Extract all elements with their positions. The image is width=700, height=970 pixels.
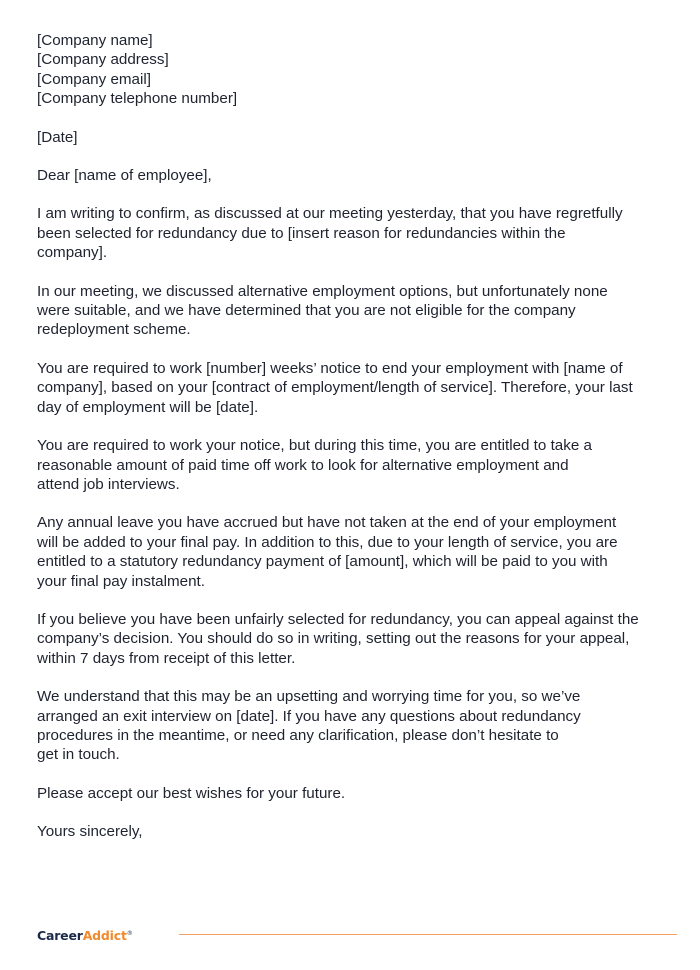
closing: Yours sincerely, bbox=[37, 823, 143, 841]
footer bbox=[37, 926, 677, 946]
company-telephone: [Company telephone number] bbox=[37, 90, 238, 108]
paragraph-line: your final pay instalment. bbox=[37, 572, 205, 590]
paragraph-appeal bbox=[37, 610, 677, 668]
paragraph-confirmation bbox=[37, 204, 677, 262]
logo-addict-text: Addict bbox=[82, 928, 127, 944]
letter-date-block bbox=[37, 128, 677, 147]
paragraph-line: Any annual leave you have accrued but have not taken at the end of your employment bbox=[37, 514, 617, 532]
paragraph-time-off bbox=[37, 436, 677, 494]
company-name: [Company name] bbox=[37, 32, 153, 49]
paragraph-final-pay bbox=[37, 513, 677, 591]
paragraph-line: redeployment scheme. bbox=[37, 321, 191, 339]
paragraph-line: day of employment will be [date]. bbox=[37, 398, 259, 416]
paragraph-line: We understand that this may be an upsetting and worrying time for you, so we’ve bbox=[37, 688, 581, 706]
paragraph-exit-interview bbox=[37, 687, 677, 765]
salutation: Dear [name of employee], bbox=[37, 167, 212, 185]
paragraph-line: You are required to work [number] weeks’ notice to end your employment with [name of bbox=[37, 359, 623, 377]
paragraph-line: company], based on your [contract of employment/length of service]. Therefore, your last bbox=[37, 379, 633, 397]
paragraph-line: within 7 days from receipt of this letter. bbox=[37, 649, 296, 667]
paragraph-line: You are required to work your notice, but during this time, you are entitled to take a bbox=[37, 437, 592, 455]
letter bbox=[37, 31, 677, 861]
paragraph-line: will be added to your final pay. In addition to this, due to your length of service, you are bbox=[37, 533, 618, 551]
footer-divider bbox=[179, 934, 677, 935]
paragraph-line: company]. bbox=[37, 244, 108, 262]
logo-career-text: Career bbox=[37, 928, 83, 944]
paragraph-line: attend job interviews. bbox=[37, 475, 180, 493]
paragraph-line: Please accept our best wishes for your future. bbox=[37, 784, 346, 802]
sender-address-block bbox=[37, 31, 677, 109]
paragraph-line: been selected for redundancy due to [insert reason for redundancies within the bbox=[37, 224, 566, 242]
paragraph-notice-period bbox=[37, 359, 677, 417]
careeraddict-logo bbox=[37, 926, 133, 944]
paragraph-line: procedures in the meantime, or need any clarification, please don’t hesitate to bbox=[37, 726, 559, 744]
paragraph-line: In our meeting, we discussed alternative employment options, but unfortunately none bbox=[37, 282, 608, 300]
paragraph-alternatives bbox=[37, 282, 677, 340]
paragraph-line: were suitable, and we have determined that you are not eligible for the company bbox=[37, 302, 576, 320]
paragraph-line: arranged an exit interview on [date]. If you have any questions about redundancy bbox=[37, 707, 581, 725]
paragraph-line: company’s decision. You should do so in writing, setting out the reasons for your appeal, bbox=[37, 630, 630, 648]
paragraph-line: reasonable amount of paid time off work to look for alternative employment and bbox=[37, 456, 569, 474]
company-address: [Company address] bbox=[37, 51, 169, 69]
registered-mark: ® bbox=[126, 930, 133, 937]
company-email: [Company email] bbox=[37, 70, 151, 88]
salutation-block bbox=[37, 166, 677, 185]
paragraph-best-wishes bbox=[37, 784, 677, 803]
paragraph-line: get in touch. bbox=[37, 746, 120, 764]
letter-date: [Date] bbox=[37, 128, 78, 146]
paragraph-line: If you believe you have been unfairly selected for redundancy, you can appeal against the bbox=[37, 610, 639, 628]
paragraph-line: I am writing to confirm, as discussed at our meeting yesterday, that you have regretfully bbox=[37, 205, 623, 223]
paragraph-line: entitled to a statutory redundancy payment of [amount], which will be paid to you with bbox=[37, 553, 608, 571]
closing-block bbox=[37, 822, 677, 841]
